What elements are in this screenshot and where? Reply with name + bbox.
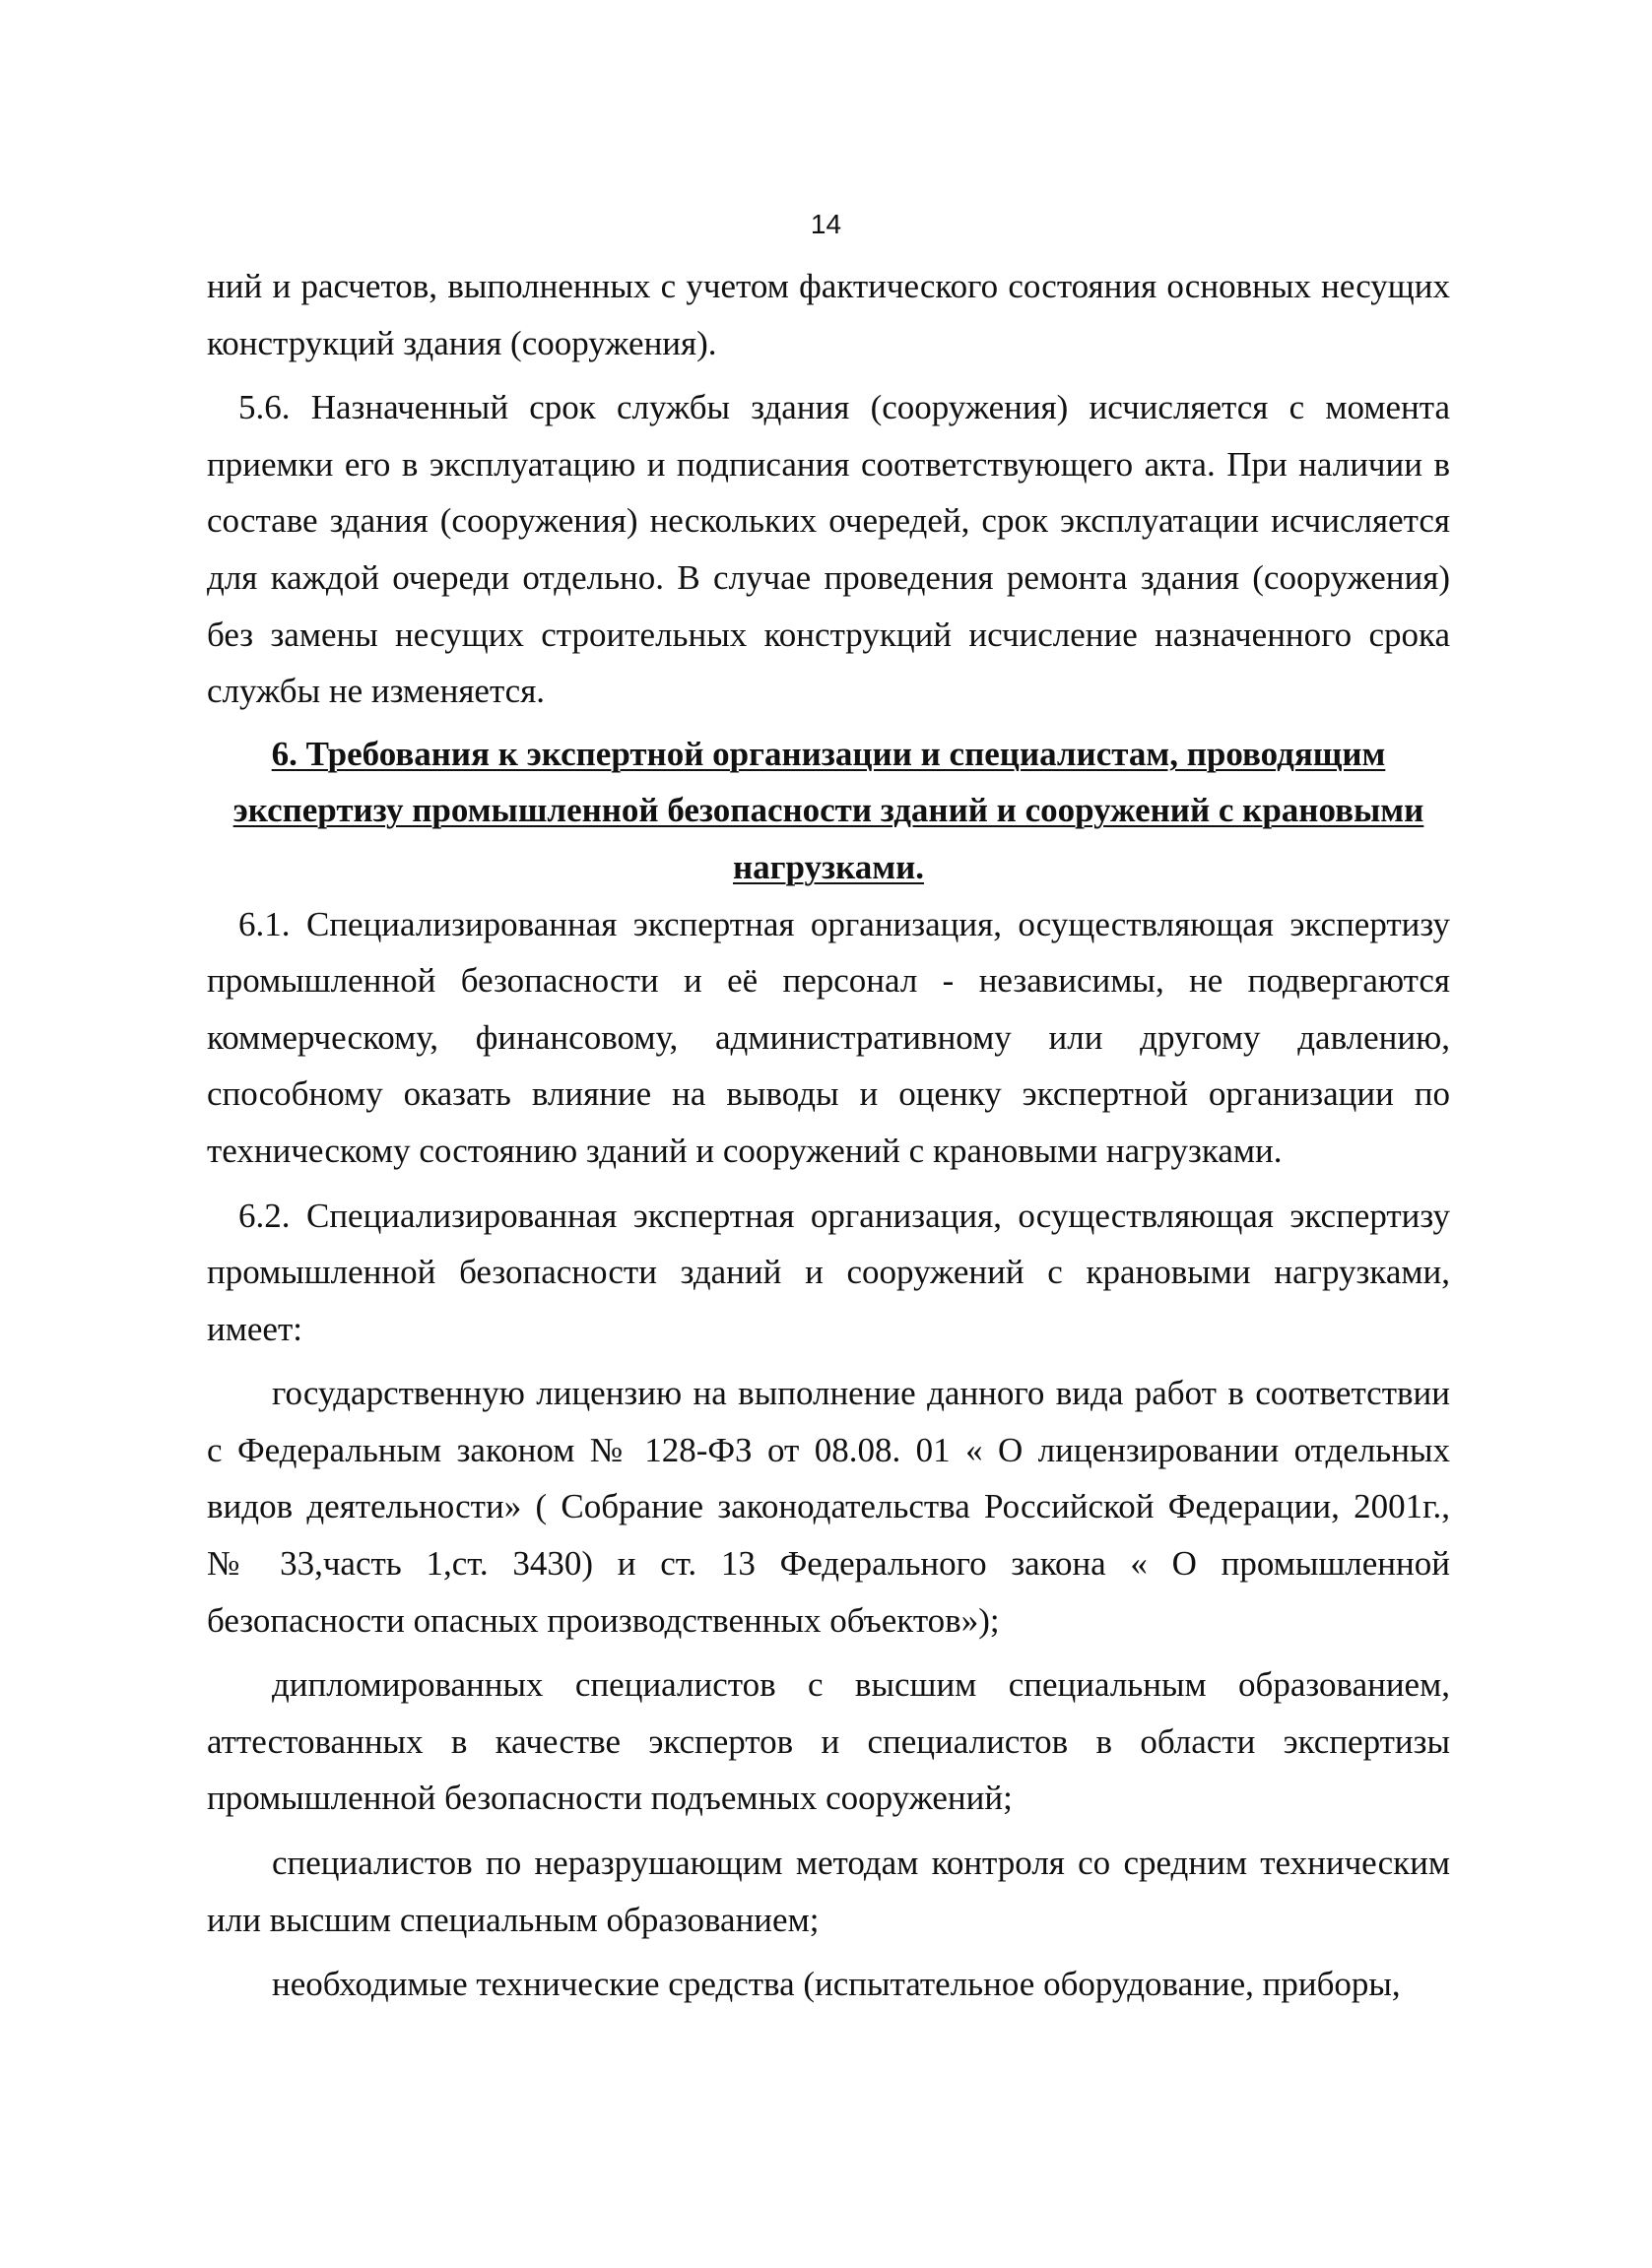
list-item-license: государственную лицензию на выполнение данного вида работ в соответствии с Федеральным законом № 128-ФЗ от 08.08. 01 « О лицензировании отдельных видов деятельности» ( Собрание законодательства Российской Федерации, 2001г., № 33,часть 1,ст. 3430) и ст. 13 Федерального закона « О промышленной безопасности опасных производственных объектов»); [207,1374,1450,1640]
paragraph-6-1: 6.1. Специализированная экспертная организация, осуществляющая экспертизу промышленной безопасности и её персонал - независимы, не подвергаются коммерческому, финансовому, административному или другому давлению, способному оказать влияние на выводы и оценку экспертной организации по техническому состоянию зданий и сооружений с крановыми нагрузками. [207,904,1450,1170]
page-number: 14 [810,209,842,239]
paragraph-6-2: 6.2. Специализированная экспертная организация, осуществляющая экспертизу промышленной безопасности зданий и сооружений с крановыми нагрузками, имеет: [207,1196,1450,1348]
section-heading [207,726,1450,896]
list-item-certified-specialists: дипломированных специалистов с высшим специальным образованием, аттестованных в качестве экспертов и специалистов в области экспертизы промышленной безопасности подъемных сооружений; [207,1665,1450,1818]
paragraph-5-6: 5.6. Назначенный срок службы здания (сооружения) исчисляется с момента приемки его в эксплуатацию и подписания соответствующего акта. При наличии в составе здания (сооружения) нескольких очередей, срок эксплуатации исчисляется для каждой очереди отдельно. В случае проведения ремонта здания (сооружения) без замены несущих строительных конструкций исчисление назначенного срока службы не изменяется. [207,388,1450,711]
page-body [207,258,1450,2013]
list-item-technical-means: необходимые технические средства (испытательное оборудование, приборы, [272,1965,1401,2004]
section-heading-line-3: нагрузками. [732,847,925,886]
section-heading-line-1: 6. Требования к экспертной организации и специалистам, проводящим [271,734,1386,773]
list-item-ndt-specialists: специалистов по неразрушающим методам контроля со средним техническим или высшим специальным образованием; [207,1844,1450,1939]
paragraph-continuation: ний и расчетов, выполненных с учетом фактического состояния основных несущих конструкций здания (сооружения). [207,267,1450,362]
section-heading-line-2: экспертизу промышленной безопасности зданий и сооружений с крановыми [232,791,1424,830]
